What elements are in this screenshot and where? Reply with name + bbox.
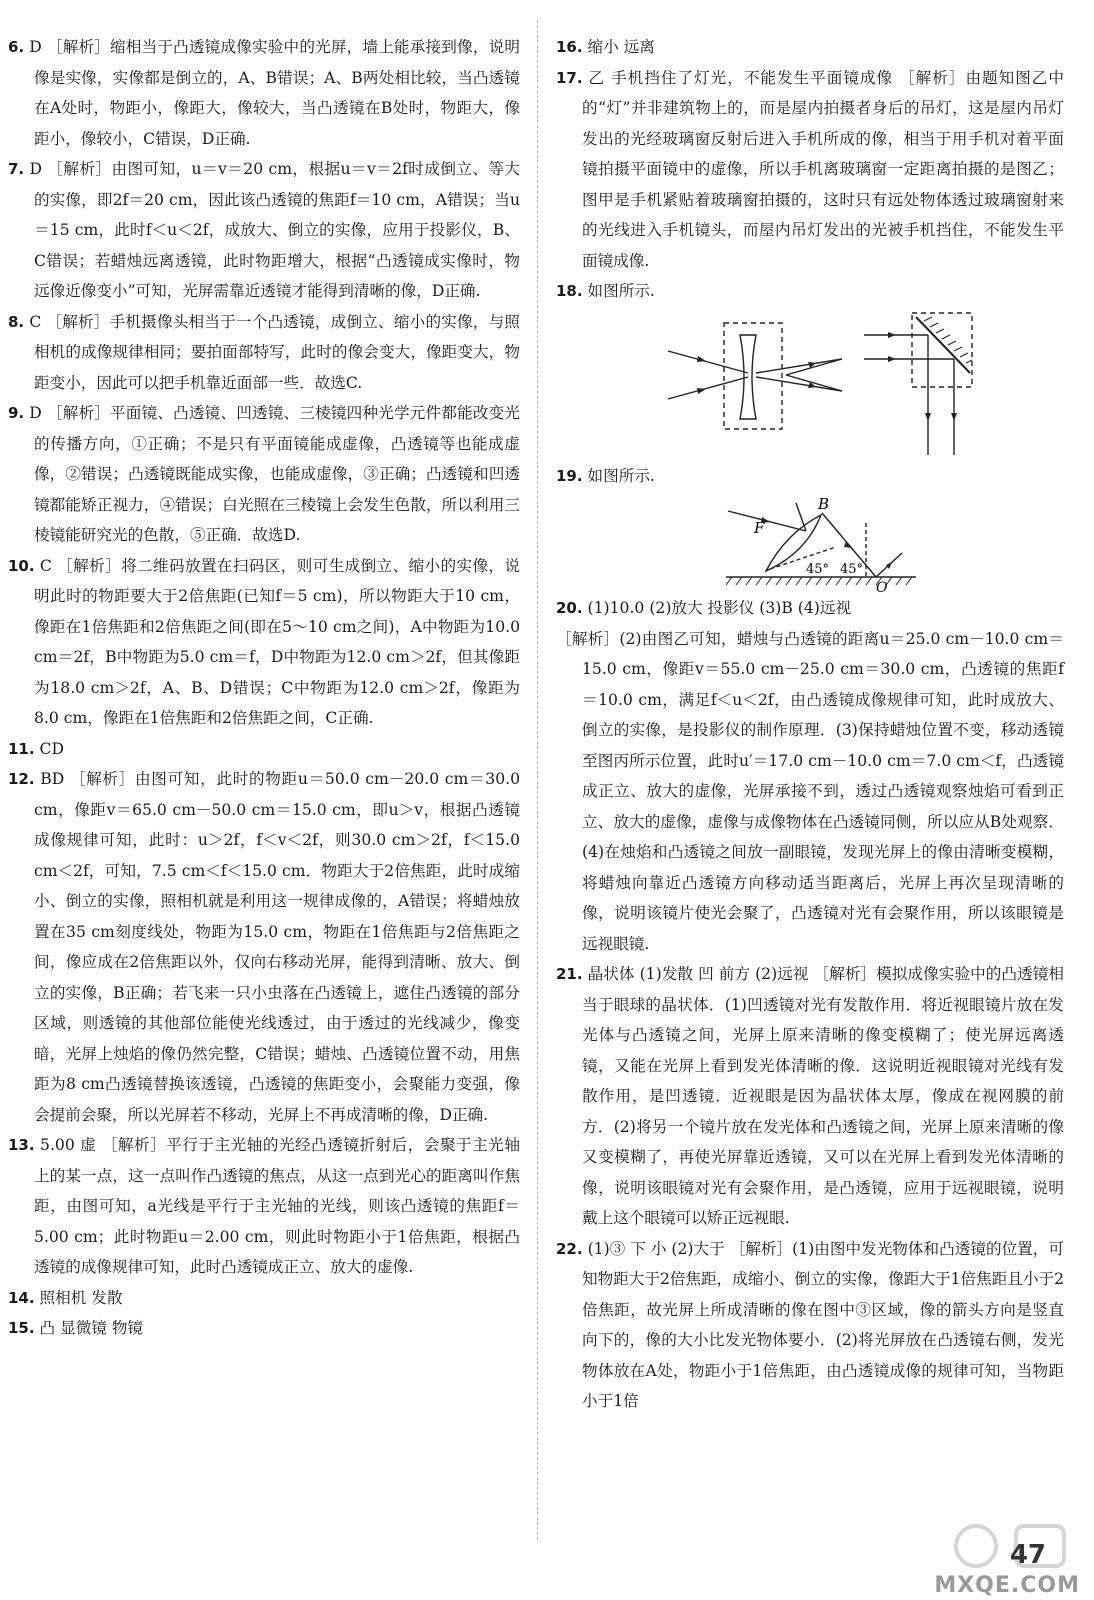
answer-number: 15. — [8, 1319, 35, 1337]
lens-box — [724, 323, 782, 429]
label-o: O — [876, 580, 888, 593]
answer-item — [556, 63, 1064, 277]
answer-text: 凸 显微镜 物镜 — [39, 1319, 144, 1337]
label-angle-2: 45° — [840, 562, 864, 577]
answer-number: 10. — [8, 556, 35, 575]
answer-text: 5.00 虚 ［解析］平行于主光轴的光经凸透镜折射后，会聚于主光轴上的某一点，这一点叫作凸透镜的焦点，从这一点到光心的距离叫作焦距，由图可知，a光线是平行于主光轴的光线，则该凸透镜的焦距f＝5.00 cm；此时物距u＝2.00 cm，则此时物距小于1倍焦距，根据凸透镜的成像规律可知，此时凸透镜成正立、放大的虚像. — [34, 1136, 520, 1276]
ray-in-2 — [668, 377, 748, 399]
column-divider — [537, 20, 538, 1540]
answer-item — [8, 734, 520, 765]
answer-number: 17. — [556, 68, 583, 87]
page-number: 47 — [1009, 1540, 1046, 1570]
answer-text: BD ［解析］由图可知，此时的物距u＝50.0 cm－20.0 cm＝30.0 cm，像距v＝65.0 cm－50.0 cm＝15.0 cm，即u＞v，根据凸透镜成像规律可知，此时：u＞2f，f＜v＜2f，则30.0 cm＞2f，f＜15.0 cm＜2f，可知，7.5 cm＜f＜15.0 cm．物距大于2倍焦距，此时成缩小、倒立的实像，照相机就是利用这一规律成像的，A错误；将蜡烛放置在35 cm刻度线处，物距为15.0 cm，物距在1倍焦距与2倍焦距之间，像应成在2倍焦距以外，仅向右移动光屏，能得到清晰、放大、倒立的实像，B正确；若飞来一只小虫落在凸透镜上，遮住凸透镜的部分区域，则透镜的其他部位能使光线透过，由于透过的光线减少，像变暗，光屏上烛焰的像仍然完整，C错误；蜡烛、凸透镜位置不动，用焦距为8 cm凸透镜替换该透镜，凸透镜的焦距变小，会聚能力变强，像会提前会聚，所以光屏若不移动，光屏上不再成清晰的像，D正确. — [34, 770, 521, 1124]
answer-number: 19. — [556, 466, 583, 485]
answer-text: (1)③ 下 小 (2)大于 ［解析］(1)由图中发光物体和凸透镜的位置，可知物距大于2倍焦距，成缩小、倒立的实像，像距大于1倍焦距且小于2倍焦距，故光屏上所成清晰的像在图中③区域，像的箭头方向是竖直向下的，像的大小比发光物体要小．(2)将光屏放在凸透镜右侧，发光物体放在A处，物距小于1倍焦距，由凸透镜成像的规律可知，当物距小于1倍 — [582, 1239, 1064, 1410]
answer-number: 14. — [8, 1288, 35, 1307]
answer-item — [8, 32, 520, 154]
answer-number: 18. — [556, 282, 583, 300]
answer-item — [8, 551, 520, 734]
answer-item — [556, 1234, 1064, 1417]
answer-text: C ［解析］将二维码放置在扫码区，则可生成倒立、缩小的实像，说明此时的物距要大于2倍焦距(已知f＝5 cm)，所以物距大于10 cm，像距在1倍焦距和2倍焦距之间(即在5～10 cm之间)，A中物距为10.0 cm＝2f，B中物距为5.0 cm＝f，D中物距为12.0 cm＞2f，但其像距为18.0 cm＞2f，A、B、D错误；C中物距为12.0 cm＞2f，像距为8.0 cm，像距在1倍焦距和2倍焦距之间，C正确. — [34, 556, 520, 727]
label-f: F — [754, 519, 765, 537]
answer-text: 如图所示. — [587, 282, 655, 300]
answer-text: ［解析］(2)由图乙可知，蜡烛与凸透镜的距离u＝25.0 cm－10.0 cm＝15.0 cm，像距v＝55.0 cm－25.0 cm＝30.0 cm，凸透镜的焦距f＝10.0 cm，满足f＜u＜2f，由凸透镜成像规律可知，此时成放大、倒立的实像，是投影仪的制作原理．(3)保持蜡烛位置不变，移动透镜至图丙所示位置，此时u′＝17.0 cm－10.0 cm＝7.0 cm＜f，凸透镜成正立、放大的虚像，光屏承接不到，透过凸透镜观察烛焰可看到正立、放大的虚像，虚像与成像物体在凸透镜同侧，所以应从B处观察．(4)在烛焰和凸透镜之间放一副眼镜，发现光屏上的像由清晰变模糊，将蜡烛向靠近凸透镜方向移动适当距离后，光屏上再次呈现清晰的像，说明该镜片使光会聚了，凸透镜对光有会聚作用，所以该眼镜是远视眼镜. — [556, 629, 1064, 953]
left-column — [8, 32, 520, 1344]
figure-19-svg — [726, 493, 916, 593]
answer-item — [8, 764, 520, 1130]
answer-number: 13. — [8, 1136, 35, 1154]
answer-text: 缩小 远离 — [587, 38, 655, 56]
answer-item — [8, 1283, 520, 1314]
answer-item — [8, 154, 520, 307]
answer-item — [8, 1130, 520, 1283]
answer-item — [8, 1313, 520, 1344]
figure-18-svg — [666, 311, 996, 461]
figure-18-diagram — [666, 311, 996, 461]
answer-number: 7. — [8, 160, 25, 178]
answer-item — [8, 398, 520, 551]
label-angle-1: 45° — [806, 562, 830, 577]
answer-item — [556, 959, 1064, 1234]
answer-item — [556, 461, 1064, 492]
answer-number: 21. — [556, 965, 583, 983]
answers-20-22 — [556, 593, 1064, 1417]
answer-text: CD — [39, 739, 64, 758]
answers-16-18 — [556, 32, 1064, 307]
answer-number: 11. — [8, 739, 35, 758]
answer-text: 晶状体 (1)发散 凹 前方 (2)远视 ［解析］模拟成像实验中的凸透镜相当于眼球的晶状体．(1)凹透镜对光有发散作用．将近视眼镜片放在发光体与凸透镜之间，光屏上原来清晰的像变模糊了；使光屏远离透镜，又能在光屏上看到发光体清晰的像．这说明近视眼镜对光线有发散作用，是凹透镜．近视眼是因为晶状体太厚，像成在视网膜的前方．(2)将另一个镜片放在发光体和凸透镜之间，光屏上原来清晰的像又变模糊了，再使光屏靠近透镜，又可以在光屏上看到发光体清晰的像，说明该眼镜对光有会聚作用，是凸透镜，应用于远视眼镜，说明戴上这个眼镜可以矫正远视眼. — [582, 965, 1064, 1227]
plane-mirror — [916, 317, 970, 373]
answer-number: 22. — [556, 1239, 583, 1258]
answer-number: 8. — [8, 312, 25, 331]
mirror-hatching — [924, 317, 972, 363]
answer-number: 9. — [8, 404, 25, 422]
answer-item — [556, 593, 1064, 624]
answer-item — [556, 276, 1064, 307]
answer-number: 16. — [556, 38, 583, 56]
answer-text: C ［解析］手机摄像头相当于一个凸透镜，成倒立、缩小的实像，与照相机的成像规律相同；要拍面部特写，此时的像会变大，像距变大，物距变小，因此可以把手机靠近面部一些．故选C. — [29, 312, 521, 392]
answer-number: 12. — [8, 770, 35, 788]
answer-19 — [556, 461, 1064, 492]
answer-text: (1)10.0 (2)放大 投影仪 (3)B (4)远视 — [587, 599, 852, 617]
right-column — [556, 32, 1064, 1417]
label-b: B — [818, 495, 830, 513]
answer-item — [8, 307, 520, 399]
watermark-text: MXQE.COM — [934, 1573, 1080, 1598]
answer-text: D ［解析］平面镜、凸透镜、凹透镜、三棱镜四种光学元件都能改变光的传播方向，①正确；不是只有平面镜能成虚像，凸透镜等也能成虚像，②错误；凸透镜既能成实像，也能成虚像，③正确；凸透镜和凹透镜都能矫正视力，④错误；白光照在三棱镜上会发生色散，所以利用三棱镜能研究光的色散，⑤正确．故选D. — [29, 404, 520, 544]
mirror-box — [912, 313, 972, 387]
arrowheads — [697, 332, 957, 421]
answer-text: D ［解析］缩相当于凸透镜成像实验中的光屏，墙上能承接到像，说明像是实像，实像都是倒立的，A、B错误；A、B两处相比较，当凸透镜在A处时，物距小，像距大，像较大，当凸透镜在B处时，物距大，像距小，像较小，C错误，D正确. — [29, 38, 520, 148]
answer-text: 乙 手机挡住了灯光，不能发生平面镜成像 ［解析］由题知图乙中的“灯”并非建筑物上的，而是屋内拍摄者身后的吊灯，这是屋内吊灯发出的光经玻璃窗反射后进入手机所成的像，相当于用手机对着平面镜拍摄平面镜中的虚像，所以手机离玻璃窗一定距离拍摄的是图乙；图甲是手机紧贴着玻璃窗拍摄的，这时只有远处物体透过玻璃窗射来的光线进入手机镜头，而屋内吊灯发出的光被手机挡住，不能发生平面镜成像. — [582, 68, 1064, 270]
answer-item — [556, 624, 1064, 960]
answer-number: 6. — [8, 38, 25, 56]
answer-text: 如图所示. — [587, 466, 655, 485]
ray-in-1 — [668, 351, 748, 373]
answer-text: D ［解析］由图可知，u＝v＝20 cm，根据u＝v＝2f时成倒立、等大的实像，即2f＝20 cm，因此该凸透镜的焦距f＝10 cm，A错误；当u＝15 cm，此时f＜u＜2f，成放大、倒立的实像，应用于投影仪，B、C错误；若蜡烛远离透镜，此时物距增大，根据“凸透镜成实像时，物远像近像变小”可知，光屏需靠近透镜才能得到清晰的像，D正确. — [29, 160, 520, 300]
answer-text: 照相机 发散 — [39, 1288, 123, 1307]
answer-number: 20. — [556, 599, 583, 617]
figure-19-diagram — [726, 493, 916, 593]
answer-item — [556, 32, 1064, 63]
